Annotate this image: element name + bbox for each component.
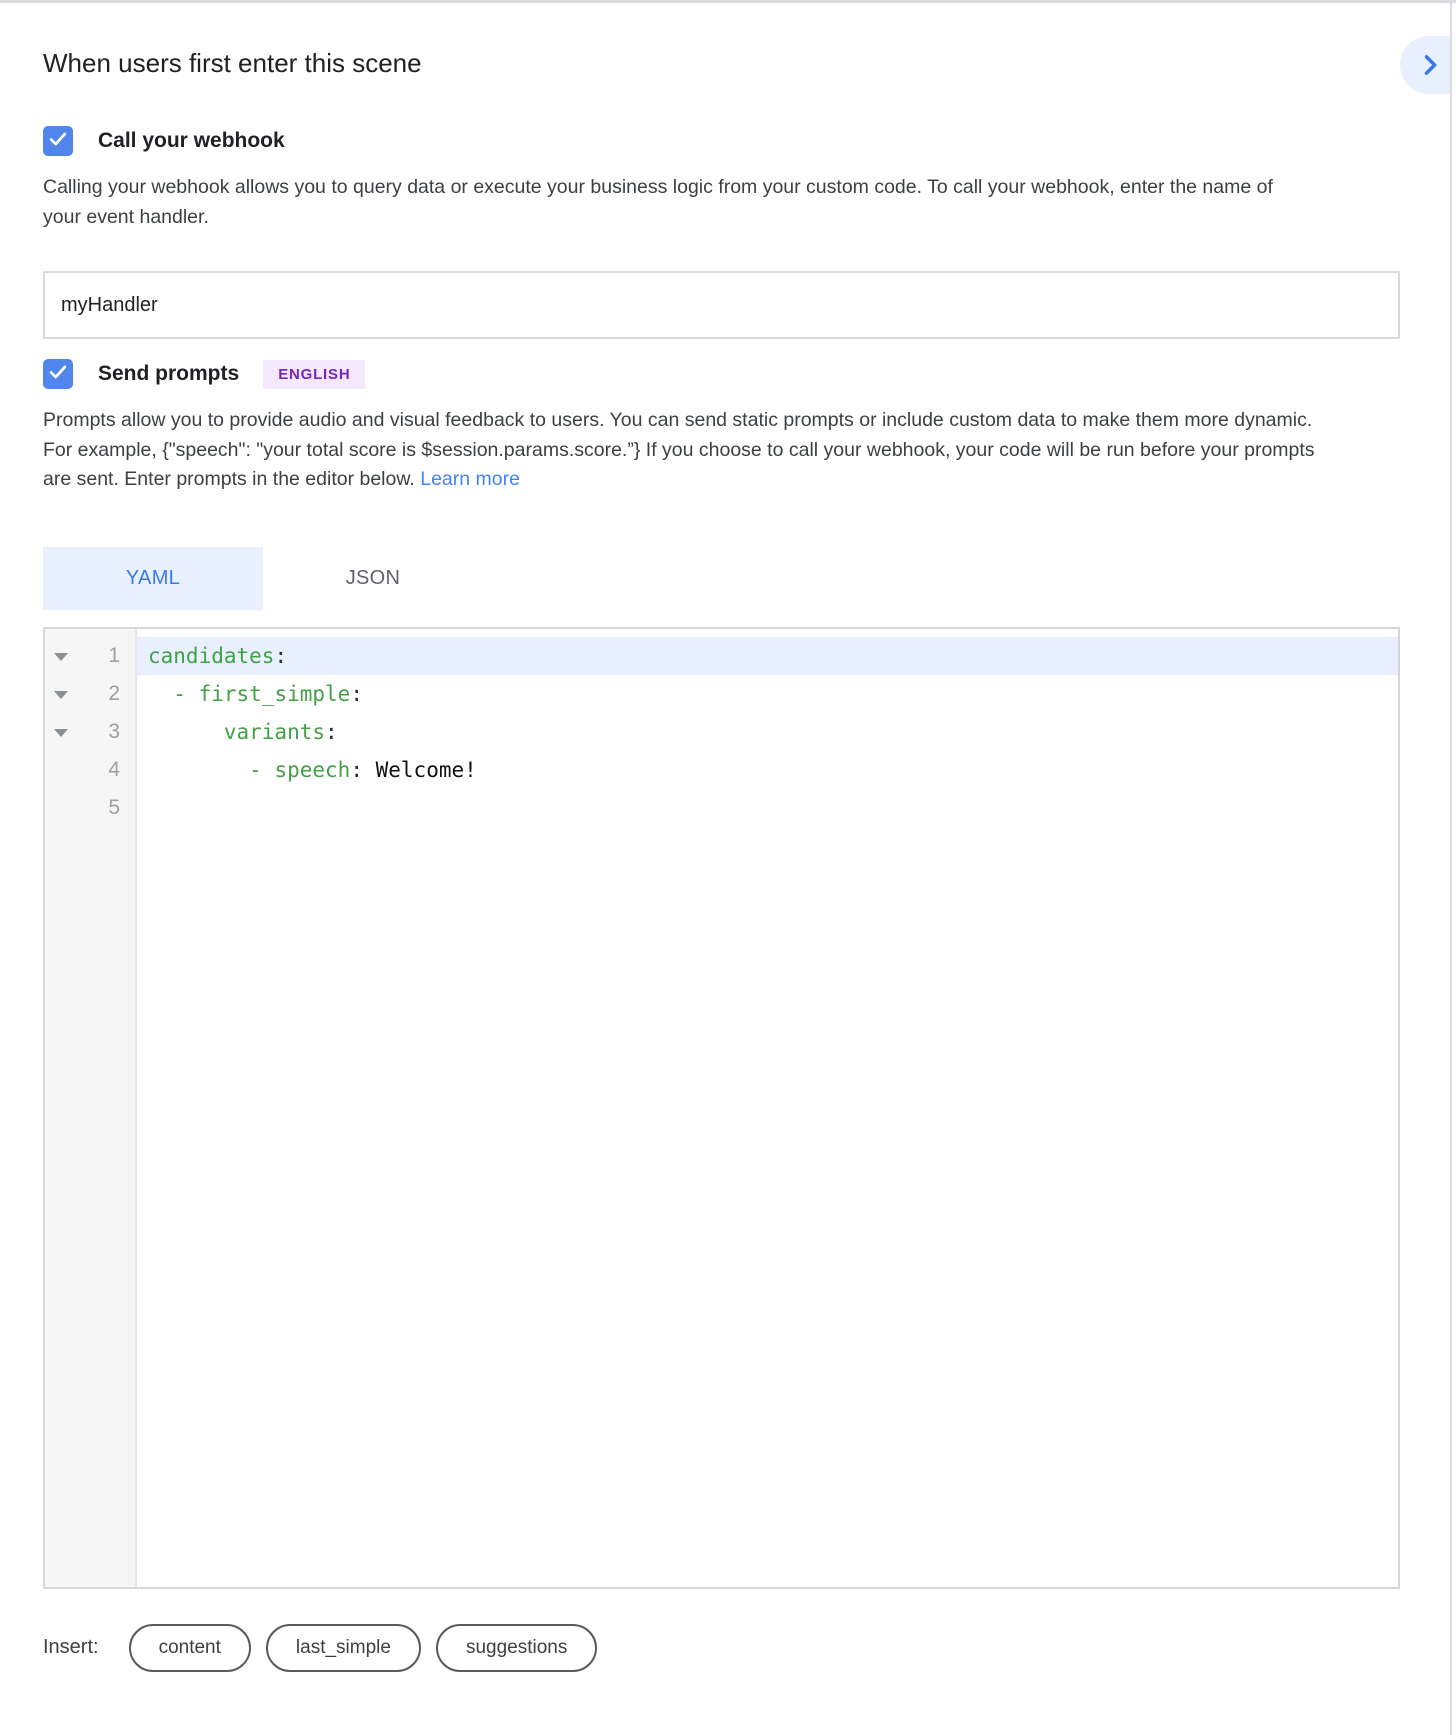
prompts-checkbox[interactable]: [43, 359, 73, 389]
prompts-description-text: Prompts allow you to provide audio and visual feedback to users. You can send static prompts or include custom data to make them more dynamic. For example, {"speech": "your total score is $session.params.score.”} If you choose to call your webhook, your code will be run before your prompts are sent. Enter prompts in the editor below.: [43, 409, 1315, 490]
language-badge: ENGLISH: [263, 360, 365, 389]
editor-gutter: [45, 629, 137, 1587]
code-token: candidates: [148, 643, 275, 668]
gutter-row: [45, 675, 135, 713]
insert-last-simple-button[interactable]: last_simple: [266, 1624, 421, 1672]
code-token: [186, 682, 199, 706]
code-line[interactable]: [137, 675, 1398, 713]
code-token: [148, 682, 173, 706]
webhook-checkbox-label: Call your webhook: [98, 129, 285, 152]
fold-toggle-icon[interactable]: [54, 729, 68, 737]
prompts-checkbox-label: Send prompts: [98, 362, 240, 385]
webhook-checkbox[interactable]: [43, 126, 73, 156]
collapse-panel-button[interactable]: [1400, 36, 1450, 94]
gutter-row: [45, 789, 135, 827]
code-token: Welcome!: [362, 757, 477, 782]
webhook-checkbox-row: [43, 126, 1456, 156]
tab-json[interactable]: JSON: [345, 566, 401, 589]
tab-yaml[interactable]: YAML: [43, 547, 263, 610]
event-handler-input[interactable]: [43, 271, 1400, 339]
code-token: [148, 758, 249, 782]
code-token: speech: [274, 757, 351, 782]
code-line[interactable]: [137, 751, 1398, 789]
fold-toggle-icon[interactable]: [54, 691, 68, 699]
code-token: -: [173, 681, 186, 706]
webhook-description: Calling your webhook allows you to query data or execute your business logic from your custom code. To call your webhook, enter the name of your event handler.: [43, 176, 1273, 228]
prompts-description: [43, 406, 1315, 495]
line-number: 2: [108, 681, 120, 705]
checkmark-icon: [47, 361, 69, 388]
code-token: variants: [223, 719, 326, 744]
checkmark-icon: [47, 128, 69, 155]
code-line[interactable]: [137, 713, 1398, 751]
insert-label: Insert:: [43, 1636, 99, 1658]
code-token: :: [350, 757, 363, 782]
line-number: 3: [108, 719, 120, 743]
gutter-row: [45, 751, 135, 789]
panel-right-border: [1450, 3, 1452, 1735]
gutter-row: [45, 637, 135, 675]
chevron-right-icon: [1406, 51, 1444, 79]
code-token: :: [325, 719, 338, 744]
line-number: 4: [108, 757, 120, 781]
editor-code[interactable]: [137, 629, 1398, 1587]
code-line[interactable]: [137, 637, 1398, 675]
page-title: When users first enter this scene: [43, 48, 422, 78]
insert-suggestions-button[interactable]: suggestions: [436, 1624, 597, 1672]
gutter-row: [45, 713, 135, 751]
line-number: 5: [108, 795, 120, 819]
code-token: [262, 758, 275, 782]
line-number: 1: [108, 643, 120, 667]
code-token: :: [274, 643, 288, 668]
code-token: first_simple: [198, 681, 351, 706]
code-token: [148, 720, 224, 744]
learn-more-link[interactable]: Learn more: [420, 468, 520, 490]
editor-format-tabs: [43, 547, 1456, 610]
code-line[interactable]: [137, 789, 1398, 827]
fold-toggle-icon[interactable]: [54, 653, 68, 661]
code-token: -: [249, 757, 262, 782]
insert-content-button[interactable]: content: [129, 1624, 251, 1672]
prompts-checkbox-row: [43, 359, 1456, 389]
insert-bar: [43, 1624, 1456, 1672]
prompt-code-editor: [43, 627, 1400, 1589]
code-token: :: [350, 681, 363, 706]
